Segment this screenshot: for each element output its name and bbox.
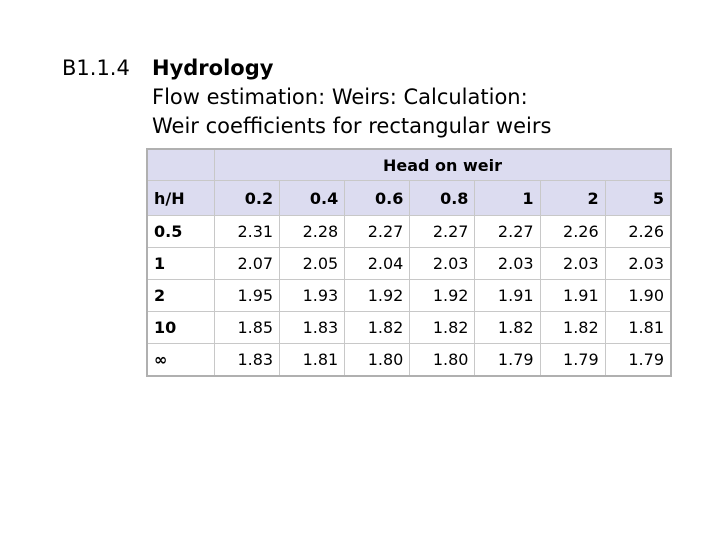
table-body bbox=[147, 216, 671, 377]
table-cell: 1.91 bbox=[475, 280, 540, 312]
column-header: 1 bbox=[475, 181, 540, 216]
table-cell: 1.83 bbox=[280, 312, 345, 344]
row-label: ∞ bbox=[147, 344, 215, 377]
row-label: 2 bbox=[147, 280, 215, 312]
table-row bbox=[147, 216, 671, 248]
table-cell: 2.04 bbox=[345, 248, 410, 280]
table-cell: 2.03 bbox=[605, 248, 671, 280]
table-row bbox=[147, 312, 671, 344]
table-cell: 2.27 bbox=[345, 216, 410, 248]
column-header-row bbox=[147, 181, 671, 216]
table-cell: 1.79 bbox=[605, 344, 671, 377]
table-cell: 1.95 bbox=[215, 280, 280, 312]
section-title: Hydrology bbox=[152, 56, 274, 80]
table-cell: 2.03 bbox=[410, 248, 475, 280]
table-cell: 2.03 bbox=[475, 248, 540, 280]
table-cell: 1.91 bbox=[540, 280, 605, 312]
table-cell: 2.05 bbox=[280, 248, 345, 280]
column-header: 0.4 bbox=[280, 181, 345, 216]
table-cell: 2.31 bbox=[215, 216, 280, 248]
table-row bbox=[147, 280, 671, 312]
table-cell: 1.82 bbox=[410, 312, 475, 344]
column-header: 2 bbox=[540, 181, 605, 216]
column-header: 0.6 bbox=[345, 181, 410, 216]
table-cell: 1.83 bbox=[215, 344, 280, 377]
table-cell: 1.81 bbox=[605, 312, 671, 344]
section-number: B1.1.4 bbox=[62, 56, 130, 80]
table-cell: 1.79 bbox=[475, 344, 540, 377]
row-label: 0.5 bbox=[147, 216, 215, 248]
table-cell: 2.27 bbox=[410, 216, 475, 248]
row-label: 1 bbox=[147, 248, 215, 280]
table-cell: 2.07 bbox=[215, 248, 280, 280]
column-header: 5 bbox=[605, 181, 671, 216]
table-cell: 2.26 bbox=[605, 216, 671, 248]
table-cell: 2.03 bbox=[540, 248, 605, 280]
column-header: 0.2 bbox=[215, 181, 280, 216]
weir-coefficients-table bbox=[146, 148, 672, 377]
table-row bbox=[147, 344, 671, 377]
column-header: 0.8 bbox=[410, 181, 475, 216]
table-cell: 1.82 bbox=[475, 312, 540, 344]
table-cell: 1.80 bbox=[345, 344, 410, 377]
empty-corner-cell bbox=[147, 149, 215, 181]
table-cell: 1.92 bbox=[345, 280, 410, 312]
heading-line-1 bbox=[62, 54, 551, 83]
table-cell: 1.80 bbox=[410, 344, 475, 377]
row-label: 10 bbox=[147, 312, 215, 344]
table-cell: 1.82 bbox=[540, 312, 605, 344]
table-cell: 1.81 bbox=[280, 344, 345, 377]
table-cell: 1.92 bbox=[410, 280, 475, 312]
table-cell: 1.79 bbox=[540, 344, 605, 377]
row-header-label: h/H bbox=[147, 181, 215, 216]
heading-line-3: Weir coefficients for rectangular weirs bbox=[152, 114, 552, 138]
column-group-row bbox=[147, 149, 671, 181]
table-cell: 2.26 bbox=[540, 216, 605, 248]
table-cell: 2.27 bbox=[475, 216, 540, 248]
column-group-header: Head on weir bbox=[215, 149, 672, 181]
table-cell: 1.85 bbox=[215, 312, 280, 344]
table-cell: 1.93 bbox=[280, 280, 345, 312]
table-row bbox=[147, 248, 671, 280]
heading-line-2: Flow estimation: Weirs: Calculation: bbox=[152, 85, 528, 109]
table-cell: 1.82 bbox=[345, 312, 410, 344]
table-cell: 1.90 bbox=[605, 280, 671, 312]
table-cell: 2.28 bbox=[280, 216, 345, 248]
page-heading bbox=[62, 54, 551, 141]
